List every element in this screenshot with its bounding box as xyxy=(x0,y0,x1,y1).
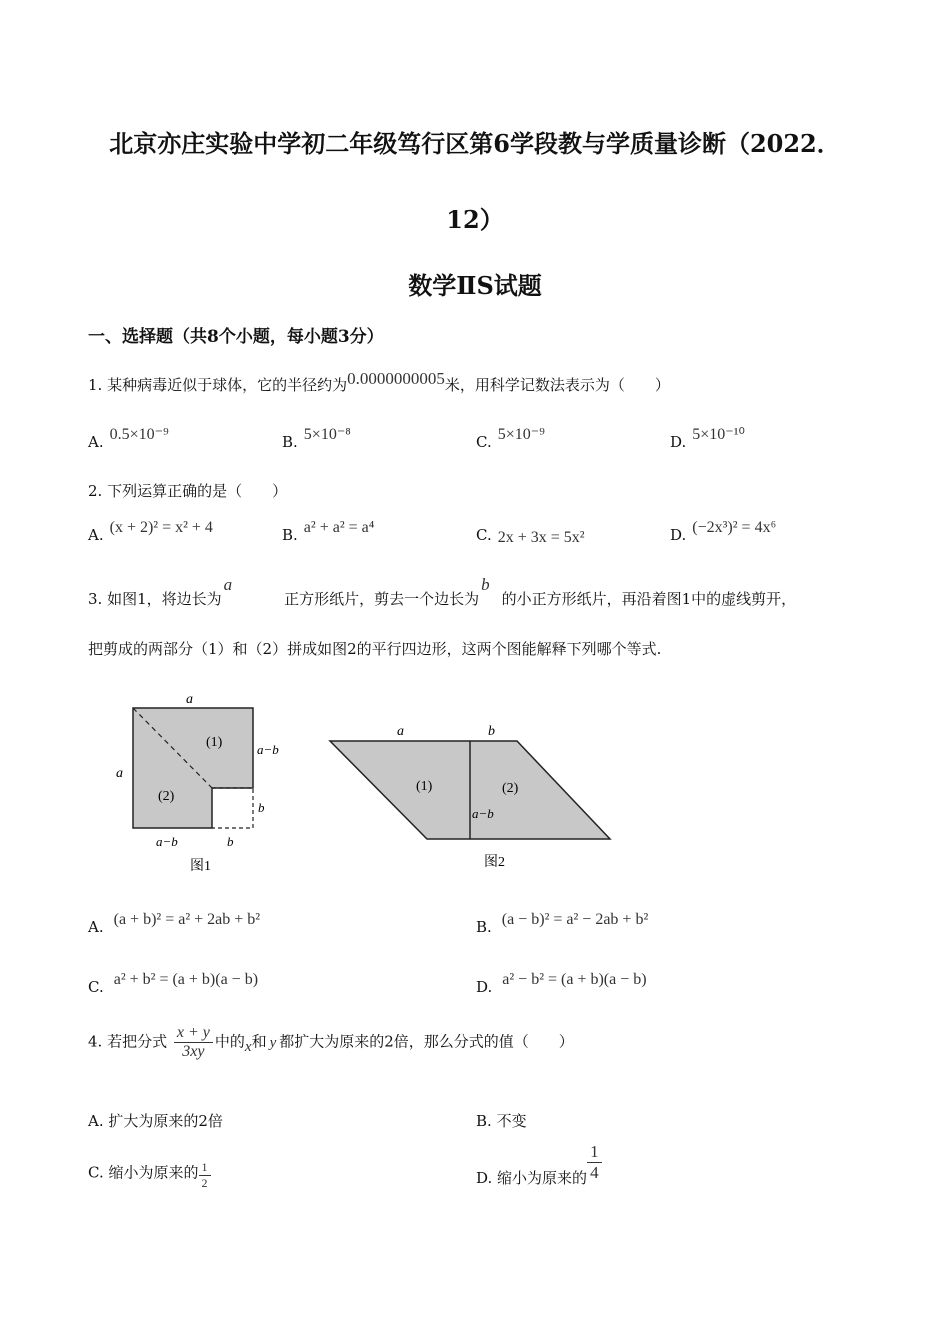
option-math: 5×10⁻⁸ xyxy=(303,426,351,443)
q4-option-d[interactable] xyxy=(476,1142,602,1187)
q3-var-a: a xyxy=(223,575,233,594)
q4-stem-mid1: 中的 xyxy=(214,1032,245,1051)
option-label: B. xyxy=(282,433,298,451)
fig1-label-small-right: b xyxy=(258,800,265,815)
q4-c-fraction xyxy=(199,1160,211,1191)
option-math: 5×10⁻¹⁰ xyxy=(692,426,745,443)
option-text: 不变 xyxy=(496,1112,527,1130)
option-math: 0.5×10⁻⁹ xyxy=(109,426,169,443)
option-label: C. xyxy=(88,1163,104,1182)
q1-option-c[interactable] xyxy=(476,426,545,452)
q2-option-d[interactable] xyxy=(670,519,777,545)
fig2-part-2: (2) xyxy=(502,781,519,796)
question-4 xyxy=(88,1024,574,1061)
option-math: (a + b)² = a² + 2ab + b² xyxy=(113,911,261,928)
option-text: 扩大为原来的2倍 xyxy=(108,1112,223,1130)
option-label: B. xyxy=(282,526,298,544)
question-2: 2. 下列运算正确的是（ ） xyxy=(88,482,288,500)
q4-d-fraction xyxy=(587,1142,602,1183)
fig2-caption: 图2 xyxy=(484,855,505,870)
fig1-label-top: a xyxy=(186,692,193,707)
question-1 xyxy=(88,369,670,395)
q3-stem-pre: 3. 如图1，将边长为 xyxy=(88,590,222,608)
q3-option-a[interactable] xyxy=(88,911,261,937)
fraction-numerator: x + y xyxy=(174,1024,213,1043)
option-label: D. xyxy=(670,526,687,544)
fig2-label-b: b xyxy=(488,724,495,739)
q4-stem-post: 都扩大为原来的2倍，那么分式的值（ ） xyxy=(279,1032,574,1051)
option-label: C. xyxy=(88,978,104,996)
option-text: 缩小为原来的 xyxy=(497,1168,588,1187)
q1-stem-post: 米，用科学记数法表示为（ ） xyxy=(444,376,670,394)
option-label: A. xyxy=(88,1112,104,1130)
fraction-numerator: 1 xyxy=(199,1160,211,1176)
fig1-caption: 图1 xyxy=(190,859,211,874)
page-title: 北京亦庄实验中学初二年级笃行区第6学段教与学质量诊断（2022． xyxy=(109,129,841,158)
option-math: a² − b² = (a + b)(a − b) xyxy=(502,971,647,988)
q3-stem-mid: 正方形纸片，剪去一个边长为 xyxy=(284,590,480,608)
fig2-label-a: a xyxy=(397,724,404,739)
q4-option-b[interactable] xyxy=(476,1110,527,1131)
fig2-label-height: a−b xyxy=(472,806,494,821)
fraction-denominator: 2 xyxy=(201,1176,208,1190)
question-3-line2: 把剪成的两部分（1）和（2）拼成如图2的平行四边形，这两个图能解释下列哪个等式. xyxy=(88,640,662,658)
q4-option-c[interactable] xyxy=(88,1158,211,1189)
option-label: B. xyxy=(476,1112,492,1130)
q2-option-c[interactable] xyxy=(476,526,585,545)
question-3 xyxy=(88,575,797,609)
option-label: A. xyxy=(88,526,104,544)
q3-var-b: b xyxy=(481,575,490,594)
option-math: 5×10⁻⁹ xyxy=(497,426,545,443)
option-math: 2x + 3x = 5x² xyxy=(497,529,585,546)
fig1-label-small-bottom: b xyxy=(227,834,234,849)
q4-option-a[interactable] xyxy=(88,1110,223,1131)
option-label: D. xyxy=(476,1168,493,1187)
fig2-part-1: (1) xyxy=(416,779,433,794)
option-label: D. xyxy=(476,978,493,996)
fig1-part-1: (1) xyxy=(206,735,223,750)
option-math: (x + 2)² = x² + 4 xyxy=(109,519,213,536)
option-math: a² + a² = a⁴ xyxy=(303,519,375,536)
fig1-label-bottom: a−b xyxy=(156,834,178,849)
q2-option-a[interactable] xyxy=(88,519,213,545)
fraction-denominator: 4 xyxy=(590,1163,599,1182)
option-label: D. xyxy=(670,433,687,451)
q4-var-x: x xyxy=(244,1038,252,1055)
option-label: C. xyxy=(476,526,492,544)
q3-option-c[interactable] xyxy=(88,971,259,997)
q4-var-y: y xyxy=(269,1034,277,1051)
q2-option-b[interactable] xyxy=(282,519,375,545)
section-heading: 一、选择题（共8个小题，每小题3分） xyxy=(88,327,384,347)
option-math: (a − b)² = a² − 2ab + b² xyxy=(501,911,649,928)
page-subtitle: 数学ⅡS试题 xyxy=(408,271,542,300)
option-text: 缩小为原来的 xyxy=(108,1163,199,1182)
option-label: C. xyxy=(476,433,492,451)
q3-option-b[interactable] xyxy=(476,911,649,937)
q1-option-d[interactable] xyxy=(670,426,745,452)
option-label: A. xyxy=(88,918,104,936)
figure-2 xyxy=(320,712,620,880)
q4-stem-mid2: 和 xyxy=(251,1032,267,1051)
q3-stem-post: 的小正方形纸片，再沿着图1中的虚线剪开， xyxy=(501,590,797,608)
option-math: a² + b² = (a + b)(a − b) xyxy=(113,971,259,988)
fig1-cut-square xyxy=(212,788,253,828)
q1-option-b[interactable] xyxy=(282,426,351,452)
option-label: B. xyxy=(476,918,492,936)
figure-1 xyxy=(100,684,300,880)
option-math: (−2x³)² = 4x⁶ xyxy=(692,519,777,536)
q1-stem-pre: 1. 某种病毒近似于球体，它的半径约为 xyxy=(88,376,348,394)
fig1-label-left: a xyxy=(116,766,123,781)
option-label: A. xyxy=(88,433,104,451)
page-title-line2: 12） xyxy=(446,205,504,234)
fraction-numerator: 1 xyxy=(587,1142,602,1163)
fig1-label-right: a−b xyxy=(257,742,279,757)
q4-stem-pre: 4. 若把分式 xyxy=(88,1032,168,1051)
q3-option-d[interactable] xyxy=(476,971,647,997)
q1-value: 0.0000000005 xyxy=(347,369,445,388)
fig1-part-2: (2) xyxy=(158,789,175,804)
q1-option-a[interactable] xyxy=(88,426,169,452)
fraction-denominator: 3xy xyxy=(182,1043,205,1060)
q4-fraction xyxy=(174,1024,213,1061)
